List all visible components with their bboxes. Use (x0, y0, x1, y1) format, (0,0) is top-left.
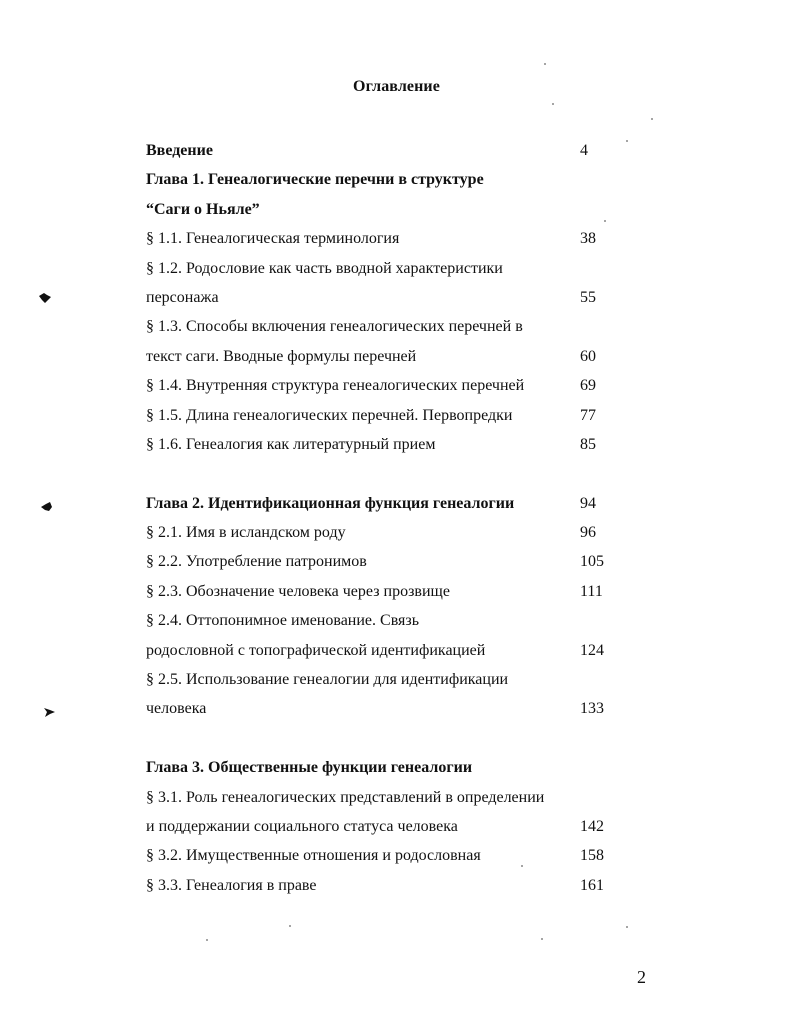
toc-entry (146, 430, 626, 459)
toc-entry (146, 841, 626, 870)
toc-entry-page: 69 (580, 377, 596, 395)
section-gap (146, 459, 626, 488)
toc-entry-text: Глава 1. Генеалогические перечни в структуре (146, 171, 484, 189)
toc-entry (146, 577, 626, 606)
toc-entry (146, 694, 626, 723)
scan-speck (521, 865, 523, 867)
toc-entry (146, 518, 626, 547)
toc-entry-text: § 1.6. Генеалогия как литературный прием (146, 435, 436, 453)
toc-entry-text: и поддержании социального статуса человека (146, 817, 458, 835)
toc-entry (146, 636, 626, 665)
toc-entry-text: персонажа (146, 288, 219, 306)
toc-entry-text: человека (146, 700, 207, 718)
toc-entry-page: 105 (580, 553, 604, 571)
toc-entry-text: § 1.1. Генеалогическая терминология (146, 230, 400, 248)
toc-entry-text: § 2.4. Оттопонимное именование. Связь (146, 612, 420, 630)
toc-entry-text: § 1.3. Способы включения генеалогических перечней в (146, 318, 523, 336)
scan-mark-icon (40, 501, 54, 513)
scan-speck (206, 939, 208, 941)
toc-entry-page: 85 (580, 435, 596, 453)
toc-entry (146, 224, 626, 253)
scan-mark-icon (38, 292, 52, 304)
toc-entry-text: § 2.2. Употребление патронимов (146, 553, 367, 571)
toc-entry (146, 401, 626, 430)
scan-speck (651, 118, 653, 120)
toc-entry (146, 665, 626, 694)
toc-entry-text: текст саги. Вводные формулы перечней (146, 347, 417, 365)
toc-entry-text: § 3.1. Роль генеалогических представлений в определении (146, 788, 545, 806)
toc-entry (146, 812, 626, 841)
toc-entry (146, 871, 626, 900)
scan-speck (626, 140, 628, 142)
scan-speck (626, 926, 628, 928)
toc-entry-text: § 3.3. Генеалогия в праве (146, 876, 317, 894)
toc-entry-text: Глава 3. Общественные функции генеалогии (146, 759, 473, 777)
toc-entry (146, 753, 626, 782)
toc-entry (146, 136, 626, 165)
toc-entry-text: Глава 2. Идентификационная функция генеалогии (146, 494, 515, 512)
toc-entry-page: 161 (580, 876, 604, 894)
toc-entry-page: 142 (580, 817, 604, 835)
toc-entry-text: § 2.1. Имя в исландском роду (146, 524, 346, 542)
toc-entry-page: 124 (580, 641, 604, 659)
toc-entry (146, 312, 626, 341)
toc-entry-text: § 1.4. Внутренняя структура генеалогических перечней (146, 377, 525, 395)
toc-entry (146, 606, 626, 635)
toc-entry-page: 94 (580, 494, 596, 512)
table-of-contents (146, 136, 626, 900)
toc-entry (146, 195, 626, 224)
toc-entry (146, 254, 626, 283)
toc-entry-page: 55 (580, 288, 596, 306)
toc-entry-text: Введение (146, 142, 213, 159)
toc-entry-page: 133 (580, 700, 604, 718)
toc-entry (146, 489, 626, 518)
toc-entry-text: § 3.2. Имущественные отношения и родословная (146, 847, 481, 865)
toc-entry-page: 158 (580, 847, 604, 865)
page-number: 2 (637, 967, 646, 987)
scan-mark-icon (42, 706, 56, 718)
toc-entry-page: 60 (580, 347, 596, 365)
scan-speck (541, 938, 543, 940)
toc-entry (146, 547, 626, 576)
section-gap (146, 724, 626, 753)
toc-entry (146, 371, 626, 400)
toc-entry (146, 342, 626, 371)
toc-entry-page: 4 (580, 142, 588, 159)
toc-entry-page: 77 (580, 406, 596, 424)
toc-entry (146, 783, 626, 812)
toc-entry-page: 96 (580, 524, 596, 542)
toc-entry (146, 283, 626, 312)
toc-entry-text: § 1.2. Родословие как часть вводной характеристики (146, 259, 503, 277)
toc-entry-text: § 2.5. Использование генеалогии для идентификации (146, 671, 509, 689)
scan-speck (289, 925, 291, 927)
page-title: Оглавление (353, 78, 440, 95)
toc-entry-text: родословной с топографической идентификацией (146, 641, 486, 659)
toc-entry-page: 111 (580, 582, 603, 600)
scan-speck (544, 63, 546, 65)
scan-speck (604, 220, 606, 222)
toc-entry-text: § 1.5. Длина генеалогических перечней. Первопредки (146, 406, 513, 424)
toc-entry (146, 165, 626, 194)
toc-entry-page: 38 (580, 230, 596, 248)
toc-entry-text: § 2.3. Обозначение человека через прозвище (146, 582, 450, 600)
toc-entry-text: “Саги о Ньяле” (146, 200, 260, 218)
scan-speck (552, 103, 554, 105)
